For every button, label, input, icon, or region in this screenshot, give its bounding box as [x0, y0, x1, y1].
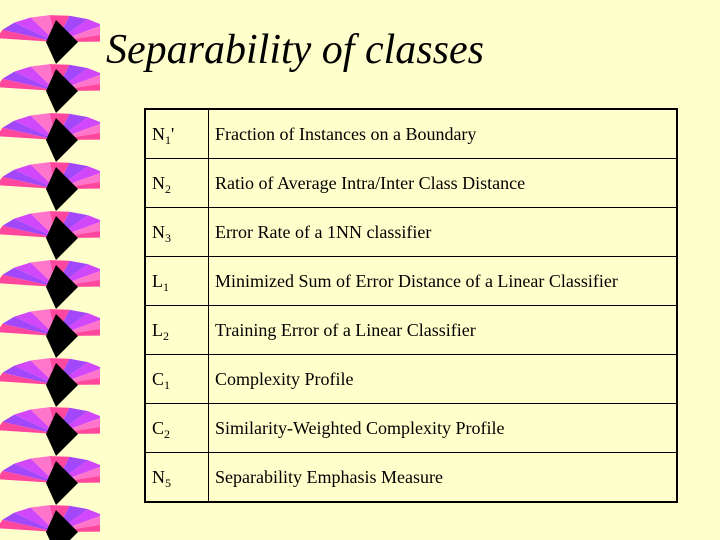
fan-motif-icon [0, 162, 100, 211]
measure-symbol: $N_2$ [145, 159, 209, 208]
measure-symbol: $N_1'$ [145, 109, 209, 159]
fan-motif-icon [0, 15, 100, 64]
fan-motif-icon [0, 260, 100, 309]
fan-motif-icon [0, 64, 100, 113]
fan-motif-icon [0, 505, 100, 540]
fan-motif-icon [0, 358, 100, 407]
decorative-fan-border-icon [0, 0, 100, 540]
measure-description: Similarity-Weighted Complexity Profile [209, 404, 678, 453]
measure-symbol: $L_1$ [145, 257, 209, 306]
table-row [145, 453, 677, 503]
fan-motif-icon [0, 456, 100, 505]
measure-description: Separability Emphasis Measure [209, 453, 678, 503]
measure-symbol: $C_1$ [145, 355, 209, 404]
table-row [145, 159, 677, 208]
table-row [145, 257, 677, 306]
table-row [145, 306, 677, 355]
table-row [145, 208, 677, 257]
measure-symbol: $L_2$ [145, 306, 209, 355]
measure-description: Complexity Profile [209, 355, 678, 404]
measure-description: Minimized Sum of Error Distance of a Linear Classifier [209, 257, 678, 306]
table-row [145, 355, 677, 404]
fan-motif-icon [0, 211, 100, 260]
fan-motif-icon [0, 309, 100, 358]
measure-symbol: $C_2$ [145, 404, 209, 453]
slide-title: Separability of classes [106, 27, 484, 73]
measure-description: Ratio of Average Intra/Inter Class Distance [209, 159, 678, 208]
measure-description: Error Rate of a 1NN classifier [209, 208, 678, 257]
measures-table [144, 108, 678, 503]
fan-motif-icon [0, 113, 100, 162]
measure-description: Training Error of a Linear Classifier [209, 306, 678, 355]
measure-description: Fraction of Instances on a Boundary [209, 109, 678, 159]
table-row [145, 109, 677, 159]
measure-symbol: $N_5$ [145, 453, 209, 503]
fan-motif-icon [0, 407, 100, 456]
measure-symbol: $N_3$ [145, 208, 209, 257]
table-row [145, 404, 677, 453]
